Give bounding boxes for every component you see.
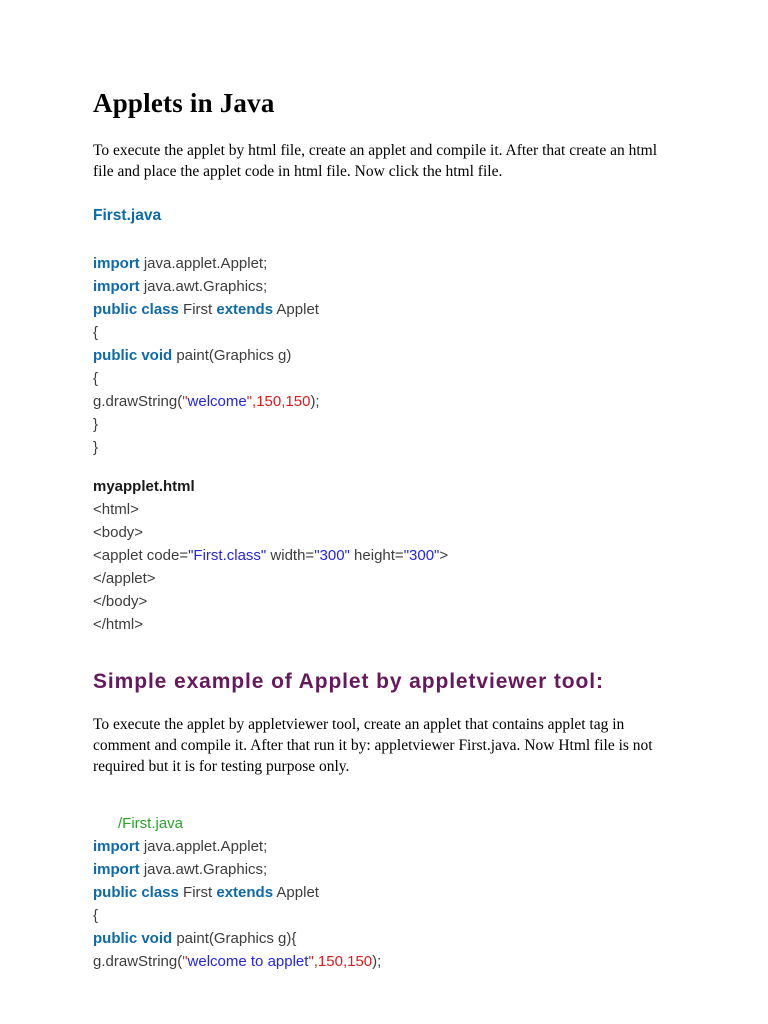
code-token-quo: " bbox=[182, 393, 188, 410]
code-line bbox=[93, 367, 668, 390]
code-line bbox=[93, 298, 668, 321]
code-token-cmt: /First.java bbox=[93, 815, 184, 832]
code-token-kw: extends bbox=[216, 301, 274, 318]
code-line bbox=[93, 881, 668, 904]
code-token-plain: </html> bbox=[93, 616, 144, 633]
code-token-plain: <applet code= bbox=[93, 547, 189, 564]
code-line bbox=[93, 390, 668, 413]
code-line bbox=[93, 904, 668, 927]
code-token-quo: " bbox=[246, 393, 253, 410]
java-code-block-2 bbox=[93, 812, 668, 973]
code-token-plain: First bbox=[178, 301, 217, 318]
code-token-plain: <body> bbox=[93, 524, 144, 541]
code-token-kw: public void bbox=[93, 930, 173, 947]
code-line bbox=[93, 613, 668, 636]
first-java-heading: First.java bbox=[93, 207, 162, 224]
code-line bbox=[93, 858, 668, 881]
code-token-str: welcome to applet bbox=[187, 953, 309, 970]
code-line bbox=[93, 344, 668, 367]
code-line bbox=[93, 521, 668, 544]
code-token-plain: } bbox=[93, 439, 99, 456]
code-line bbox=[93, 252, 668, 275]
myapplet-html-heading: myapplet.html bbox=[93, 478, 195, 495]
code-token-kw: import bbox=[93, 278, 140, 295]
appletviewer-paragraph: To execute the applet by appletviewer tool, create an applet that contains applet tag in comment and compile it. After that run it by: appletviewer First.java. Now Html file is not required but it is for testing purpose only. bbox=[93, 716, 653, 775]
code-token-plain: paint(Graphics g){ bbox=[172, 930, 297, 947]
code-token-plain: ); bbox=[372, 953, 382, 970]
code-token-num: ,150,150 bbox=[313, 953, 373, 970]
code-token-kw: import bbox=[93, 861, 140, 878]
code-token-kw: public class bbox=[93, 884, 179, 901]
code-token-plain: width= bbox=[266, 547, 315, 564]
code-token-plain: java.applet.Applet; bbox=[139, 838, 268, 855]
code-line bbox=[93, 590, 668, 613]
code-token-plain: java.awt.Graphics; bbox=[139, 861, 268, 878]
html-code-block bbox=[93, 498, 668, 636]
code-token-plain: > bbox=[439, 547, 449, 564]
code-line bbox=[93, 275, 668, 298]
code-token-plain: <html> bbox=[93, 501, 139, 518]
code-token-quo: " bbox=[308, 953, 314, 970]
code-line bbox=[93, 544, 668, 567]
code-token-str: "300" bbox=[314, 547, 350, 564]
code-token-plain: </body> bbox=[93, 593, 148, 610]
code-token-plain: java.applet.Applet; bbox=[139, 255, 268, 272]
code-line bbox=[93, 812, 668, 835]
code-token-kw: public class bbox=[93, 301, 179, 318]
code-token-quo: " bbox=[182, 953, 188, 970]
code-token-plain: paint(Graphics g) bbox=[172, 347, 292, 364]
code-token-str: "First.class" bbox=[188, 547, 267, 564]
code-line bbox=[93, 567, 668, 590]
code-line bbox=[93, 498, 668, 521]
code-token-plain: { bbox=[93, 370, 99, 387]
code-token-kw: public void bbox=[93, 347, 173, 364]
code-token-plain: height= bbox=[349, 547, 404, 564]
java-code-block-1 bbox=[93, 252, 668, 459]
code-line bbox=[93, 927, 668, 950]
code-token-kw: import bbox=[93, 255, 140, 272]
code-line bbox=[93, 321, 668, 344]
code-token-plain: java.awt.Graphics; bbox=[139, 278, 268, 295]
code-token-plain: Applet bbox=[273, 301, 319, 318]
code-token-plain: g.drawString( bbox=[93, 953, 183, 970]
page-title: Applets in Java bbox=[93, 88, 275, 118]
code-token-plain: Applet bbox=[273, 884, 319, 901]
intro-paragraph: To execute the applet by html file, create an applet and compile it. After that create an html file and place the applet code in html file. Now click the html file. bbox=[93, 142, 658, 180]
code-token-plain: </applet> bbox=[93, 570, 156, 587]
code-token-plain: } bbox=[93, 416, 99, 433]
code-line bbox=[93, 436, 668, 459]
code-token-num: ,150,150 bbox=[252, 393, 311, 410]
appletviewer-section-heading: Simple example of Applet by appletviewer tool: bbox=[93, 670, 604, 693]
code-line bbox=[93, 950, 668, 973]
code-token-plain: g.drawString( bbox=[93, 393, 183, 410]
code-token-plain: { bbox=[93, 907, 99, 924]
code-token-kw: extends bbox=[216, 884, 274, 901]
code-token-kw: import bbox=[93, 838, 140, 855]
code-token-str: "300" bbox=[403, 547, 440, 564]
code-line bbox=[93, 835, 668, 858]
code-line bbox=[93, 413, 668, 436]
code-token-plain: ); bbox=[310, 393, 320, 410]
code-token-str: welcome bbox=[187, 393, 247, 410]
code-token-plain: First bbox=[178, 884, 217, 901]
code-token-plain: { bbox=[93, 324, 99, 341]
